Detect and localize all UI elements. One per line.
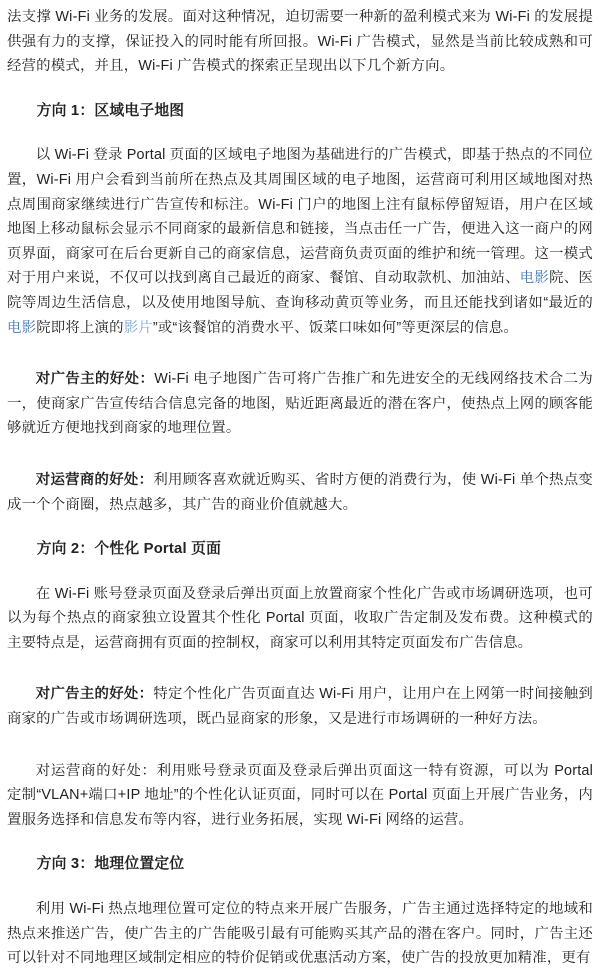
text-run: 院即将上演的	[36, 319, 124, 336]
heading-direction-2: 方向 2：个性化 Portal 页面	[36, 541, 222, 558]
paragraph-region-map	[7, 143, 593, 340]
text-run: 利用顾客喜欢就近购买、省时方便的消费行为，使 Wi-Fi 单个热点变成一个个商圈，热点越多，其广告的商业价值就越大。	[7, 471, 594, 513]
text-run: ”或“该餐馆的消费水平、饭菜口味如何”等更深层的信息。	[152, 319, 519, 336]
text-run: 以 Wi-Fi 登录 Portal 页面的区域电子地图为基础进行的广告模式，即基于热点的不同位置，Wi-Fi 用户会看到当前所在热点及其周围区域的电子地图，运营商可利用区域地图对热点周围商家继续进行广告宣传和标注。Wi-Fi 门户的地图上注有鼠标停留短语，用户在区域地图上移动鼠标会显示不同商家的最新信息和链接，当点击任一广告，便进入这一商户的网页界面，商家可在后台更新自己的商家信息，运营商负责页面的维护和统一管理。这一模式对于用户来说，不仅可以找到离自己最近的商家、餐馆、自动取款机、加油站、	[7, 147, 593, 287]
text-run: Wi-Fi 电子地图广告可将广告推广和先进安全的无线网络技术合二为一，使商家广告宣传结合信息完备的地图，贴近距离最近的潜在客户，使热点上网的顾客能够就近方便地找到商家的地理位置。	[7, 371, 593, 437]
lead-advertiser-benefit-1: 对广告主的好处：	[35, 371, 155, 388]
text-run: 院、医院等周边生活信息，以及使用地图导航、查询移动黄页等业务，而且还能找到诸如“最近的	[7, 270, 593, 311]
paragraph-advertiser-benefit-2	[7, 682, 593, 731]
paragraph-geolocation: 利用 Wi-Fi 热点地理位置可定位的特点来开展广告服务，广告主通过选择特定的地域和热点来推送广告，使广告主的广告能吸引最有可能购买其产品的潜在客户。同时，广告主还可以针对不同地理区域制定相应的特价促销或优惠活动方案，使广告的投放更加精准，更有	[7, 901, 593, 967]
link-movie-theater-1[interactable]: 电影	[519, 270, 550, 287]
paragraph-personalized-portal: 在 Wi-Fi 账号登录页面及登录后弹出页面上放置商家个性化广告或市场调研选项，也可以为每个热点的商家独立设置其个性化 Portal 页面，收取广告定制及发布费。这种模式的主要特点是，运营商拥有页面的控制权，商家可以利用其特定页面发布广告信息。	[7, 585, 593, 651]
heading-direction-1: 方向 1：区域电子地图	[36, 102, 185, 119]
link-movie-theater-2[interactable]: 电影	[7, 319, 37, 336]
heading-direction-3: 方向 3：地理位置定位	[36, 856, 185, 873]
text-run: 特定个性化广告页面直达 Wi-Fi 用户，让用户在上网第一时间接触到商家的广告或市场调研选项，既凸显商家的形象，又是进行市场调研的一种好方法。	[7, 686, 594, 728]
paragraph-intro: 法支撑 Wi-Fi 业务的发展。面对这种情况，迫切需要一种新的盈利模式来为 Wi-Fi 的发展提供强有力的支撑，保证投入的同时能有所回报。Wi-Fi 广告模式，显然是当前比较成熟和可经营的模式，并且，Wi-Fi 广告模式的探索正呈现出以下几个新方向。	[7, 9, 593, 75]
paragraph-operator-benefit-2: 对运营商的好处：利用账号登录页面及登录后弹出页面这一特有资源，可以为 Portal 定制“VLAN+端口+IP 地址”的个性化认证页面，同时可以在 Portal 页面上开展广告业务，内置服务选择和信息发布等内容，进行业务拓展，实现 Wi-Fi 网络的运营。	[7, 762, 593, 828]
paragraph-operator-benefit-1	[7, 468, 593, 517]
lead-advertiser-benefit-2: 对广告主的好处：	[35, 686, 154, 703]
link-film[interactable]: 影片	[123, 319, 153, 336]
lead-operator-benefit-1: 对运营商的好处：	[35, 471, 154, 488]
paragraph-advertiser-benefit-1	[7, 367, 593, 441]
